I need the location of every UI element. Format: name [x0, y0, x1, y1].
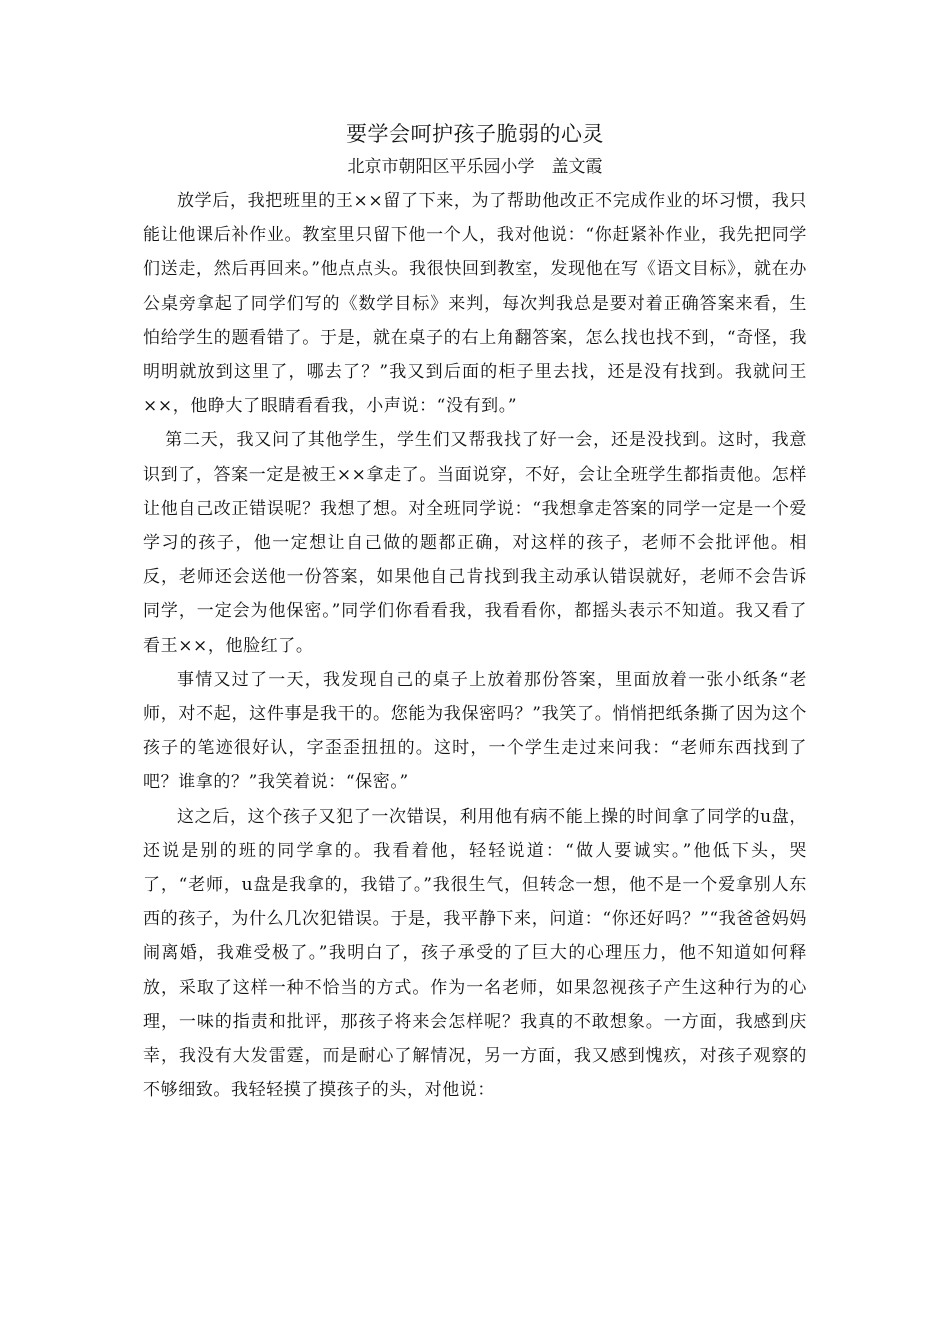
- paragraph-3: 事情又过了一天，我发现自己的桌子上放着那份答案，里面放着一张小纸条“老师，对不起，这件事是我干的。您能为我保密吗？”我笑了。悄悄把纸条撕了因为这个孩子的笔迹很好认，字歪歪扭扭的。这时，一个学生走过来问我：“老师东西找到了吧？谁拿的？”我笑着说：“保密。”: [143, 669, 807, 793]
- paragraph-4: 这之后，这个孩子又犯了一次错误，利用他有病不能上操的时间拿了同学的u盘，还说是别的班的同学拿的。我看着他，轻轻说道：“做人要诚实。”他低下头，哭了，“老师，u盘是我拿的，我错了。”我很生气，但转念一想，他不是一个爱拿别人东西的孩子，为什么几次犯错误。于是，我平静下来，问道：“你还好吗？”“我爸爸妈妈闹离婚，我难受极了。”我明白了，孩子承受的了巨大的心理压力，他不知道如何释放，采取了这样一种不恰当的方式。作为一名老师，如果忽视孩子产生这种行为的心理，一味的指责和批评，那孩子将来会怎样呢？我真的不敢想象。一方面，我感到庆幸，我没有大发雷霆，而是耐心了解情况，另一方面，我又感到愧疚，对孩子观察的不够细致。我轻轻摸了摸孩子的头，对他说：: [143, 806, 807, 1101]
- paragraph-2: 第二天，我又问了其他学生，学生们又帮我找了好一会，还是没找到。这时，我意识到了，答案一定是被王××拿走了。当面说穿，不好，会让全班学生都指责他。怎样让他自己改正错误呢？我想了想。对全班同学说：“我想拿走答案的同学一定是一个爱学习的孩子，他一定想让自己做的题都正确，对这样的孩子，老师不会批评他。相反，老师还会送他一份答案，如果他自己肯找到我主动承认错误就好，老师不会告诉同学，一定会为他保密。”同学们你看看我，我看看你，都摇头表示不知道。我又看了看王××，他脸红了。: [143, 430, 807, 656]
- document-page: [143, 118, 807, 1107]
- document-title: 要学会呵护孩子脆弱的心灵: [346, 122, 604, 146]
- paragraph-1: 放学后，我把班里的王××留了下来，为了帮助他改正不完成作业的坏习惯，我只能让他课后补作业。教室里只留下他一个人，我对他说：“你赶紧补作业，我先把同学们送走，然后再回来。”他点点头。我很快回到教室，发现他在写《语文目标》，就在办公桌旁拿起了同学们写的《数学目标》来判，每次判我总是要对着正确答案来看，生怕给学生的题看错了。于是，就在桌子的右上角翻答案，怎么找也找不到，“奇怪，我明明就放到这里了，哪去了？”我又到后面的柜子里去找，还是没有找到。我就问王××，他睁大了眼睛看看我，小声说：“没有到。”: [143, 191, 807, 417]
- author-byline: 北京市朝阳区平乐园小学 盖文霞: [347, 157, 603, 177]
